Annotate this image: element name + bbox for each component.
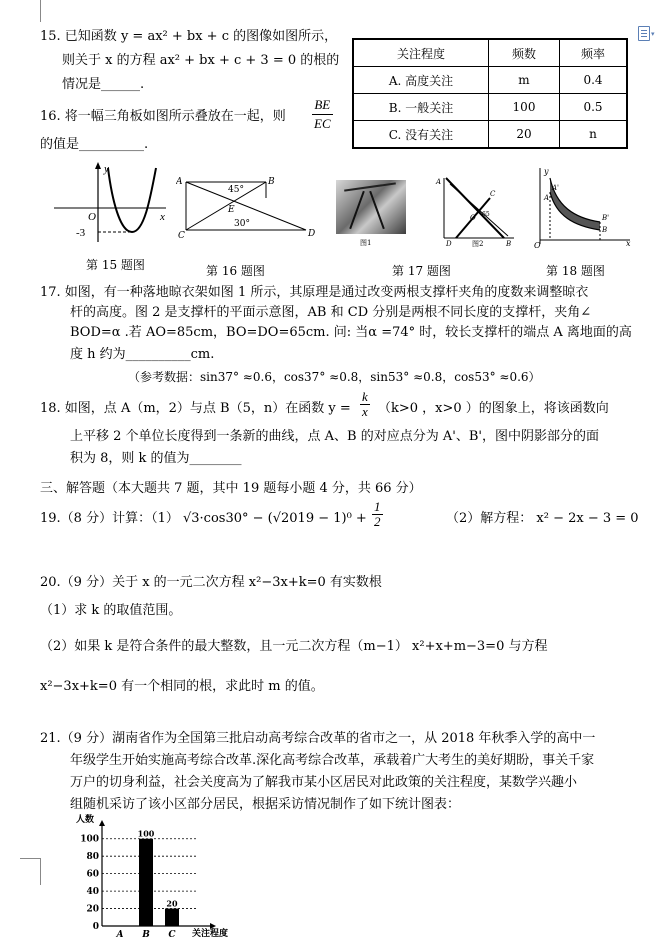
fig15-y-label: y (104, 163, 109, 175)
q16-line2: 的值是__________. (40, 137, 149, 152)
fig16-label-b: B (268, 177, 275, 187)
fig17-label-b: B (506, 240, 512, 248)
chart-y-axis-arrow (99, 820, 105, 826)
fig17-img1-label: 图1 (360, 239, 372, 247)
chart-x-axis-title: 关注程度 (192, 929, 229, 939)
table-cell: C. 没有关注 (353, 121, 489, 149)
q21-line4: 组随机采访了该小区部分居民，根据采访情况制作了如下统计图表： (70, 797, 461, 812)
table-row (353, 121, 627, 149)
q20-line1: 20.（9 分）关于 x 的一元二次方程 x²−3x+k=0 有实数根 (40, 575, 382, 590)
q16-frac-num: BE (312, 96, 333, 115)
fig18-label-a: A (544, 194, 550, 202)
q18-frac-num: k (362, 389, 368, 404)
table-cell: A. 高度关注 (353, 67, 489, 94)
fig18-y-label: y (544, 167, 549, 176)
chart-y-tick-label: 20 (86, 904, 99, 915)
q21-line3: 万户的切身利益，社会关度高为了解我市某小区居民对此政策的关注程度，某数学兴趣小 (70, 775, 578, 790)
table-cell: m (489, 67, 560, 94)
table-header-cell: 频率 (560, 39, 628, 67)
bar-chart (74, 812, 244, 940)
fig17-label-a: A (436, 178, 442, 186)
table-cell: B. 一般关注 (353, 94, 489, 121)
frequency-table (352, 38, 628, 149)
fig18-x-label: x (626, 239, 631, 248)
fig17-img2-label: 图2 (472, 240, 484, 248)
q17-line3: BOD=α .若 AO=85cm，BO=DO=65cm. 问: 当α =74° 时，较长支撑杆的端点 A 离地面的高 (70, 325, 632, 340)
q15-line3: 情况是______. (62, 77, 145, 92)
fig17-label-c: C (490, 190, 496, 198)
chart-y-axis-title: 人数 (76, 815, 95, 825)
fig16-label-a: A (176, 177, 183, 187)
table-row (353, 67, 627, 94)
q19-frac-num: 1 (374, 499, 381, 514)
chart-x-tick-label: B (142, 930, 150, 940)
table-cell: n (560, 121, 628, 149)
fig18-label-b: B (602, 226, 608, 234)
q19-frac-den: 2 (374, 514, 381, 529)
table-cell: 100 (489, 94, 560, 121)
fig16-label-c: C (178, 231, 185, 241)
fig16-label-d: D (308, 229, 316, 239)
q19-fraction (372, 500, 383, 529)
corner-mark-bottom (20, 858, 41, 885)
table-cell: 20 (489, 121, 560, 149)
q17-line2: 杆的高度。图 2 是支撑杆的平面示意图，AB 和 CD 分别是两根不同长度的支撑杆，夹角∠ (70, 305, 592, 320)
fig17-photo (336, 180, 406, 234)
fig16-angle-45: 45° (228, 185, 244, 195)
fig15-caption: 第 15 题图 (86, 258, 145, 272)
document-icon[interactable] (638, 26, 650, 41)
q17-line4: 度 h 约为__________cm. (70, 347, 215, 362)
q21-line1: 21.（9 分）湖南省作为全国第三批启动高考综合改革的省市之一，从 2018 年秋季入学的高中一 (40, 731, 596, 746)
q18-line2: 上平移 2 个单位长度得到一条新的曲线，点 A、B 的对应点分为 A'、B'，图中阴影部分的面 (70, 429, 599, 444)
fig16-triangles (176, 174, 316, 242)
fig18-label-a-prime: A' (552, 184, 559, 192)
q18-line3: 积为 8，则 k 的值为________ (70, 451, 242, 466)
chart-bar (139, 839, 153, 926)
q19-part1: 19.（8 分）计算：（1） √3·cos30° − (√2019 − 1)⁰ + (40, 511, 367, 526)
fig17-label-o: O (470, 214, 476, 222)
chart-x-tick-label: C (168, 930, 176, 940)
chart-origin-label: 0 (92, 922, 99, 932)
table-cell: 0.4 (560, 67, 628, 94)
q16-frac-den: EC (314, 116, 331, 131)
q18-line1-a: 18. 如图，点 A（m，2）与点 B（5，n）在函数 y = (40, 401, 351, 416)
chart-y-tick-label: 60 (86, 869, 99, 880)
chart-bar (165, 909, 179, 926)
fig18-label-b-prime: B' (602, 214, 610, 222)
table-header-cell: 关注程度 (353, 39, 489, 67)
q18-fraction (360, 390, 370, 419)
fig18-caption: 第 18 题图 (546, 264, 605, 278)
fig15-minus3-label: -3 (76, 227, 86, 239)
q19-part2: （2）解方程： x² − 2x − 3 = 0 (446, 511, 639, 526)
q18-frac-den: x (362, 404, 368, 419)
fig16-angle-30: 30° (234, 219, 250, 229)
q20-line3: （2）如果 k 是符合条件的最大整数，且一元二次方程（m−1） x²+x+m−3=0 与方程 (40, 639, 548, 654)
table-header-row (353, 39, 627, 67)
fig15-origin-label: O (88, 211, 96, 223)
chart-y-tick-label: 40 (86, 887, 99, 898)
q20-line4: x²−3x+k=0 有一个相同的根，求此时 m 的值。 (40, 679, 324, 694)
fig18-origin-label: O (534, 241, 541, 250)
q16-prefix: 16. 将一幅三角板如图所示叠放在一起，则 (40, 109, 286, 124)
q17-line1: 17. 如图，有一种落地晾衣架如图 1 所示，其原理是通过改变两根支撑杆夹角的度数来调整晾衣 (40, 285, 589, 300)
chart-y-tick-label: 80 (86, 852, 99, 863)
q15-line2: 则关于 x 的方程 ax² + bx + c + 3 = 0 的根的 (62, 53, 340, 68)
fig15-x-label: x (160, 211, 165, 223)
table-row (353, 94, 627, 121)
section3-heading: 三、解答题（本大题共 7 题，其中 19 题每小题 4 分，共 66 分） (40, 481, 422, 496)
table-header-cell: 频数 (489, 39, 560, 67)
fig18-hyperbola (530, 164, 634, 250)
fig17-angle-65: 65 (482, 211, 490, 218)
q17-line5: （参考数据：sin37° ≈0.6，cos37° ≈0.8，sin53° ≈0.8，cos53° ≈0.6） (128, 370, 541, 384)
fig15-parabola (50, 160, 170, 244)
q15-line1: 15. 已知函数 y = ax² + bx + c 的图像如图所示， (40, 29, 338, 44)
chart-y-tick-label: 100 (80, 834, 99, 845)
table-cell: 0.5 (560, 94, 628, 121)
q16-fraction (312, 96, 333, 133)
fig16-label-e: E (228, 205, 235, 215)
fig16-caption: 第 16 题图 (206, 264, 265, 278)
fig17-label-d: D (446, 240, 452, 248)
q18-line1-b: （k>0 ，x>0 ）的图象上，将该函数向 (378, 401, 609, 416)
corner-mark-top (40, 0, 41, 22)
fig17-diagram (434, 174, 516, 250)
chart-data-label: 20 (166, 898, 178, 909)
chart-data-label: 100 (137, 828, 155, 839)
chevron-down-icon[interactable]: ▾ (651, 30, 655, 38)
fig17-caption: 第 17 题图 (392, 264, 451, 278)
q20-line2: （1）求 k 的取值范围。 (40, 603, 182, 618)
q21-line2: 年级学生开始实施高考综合改革.深化高考综合改革，承载着广大考生的美好期盼，事关千家 (70, 753, 595, 768)
chart-x-tick-label: A (116, 930, 124, 940)
